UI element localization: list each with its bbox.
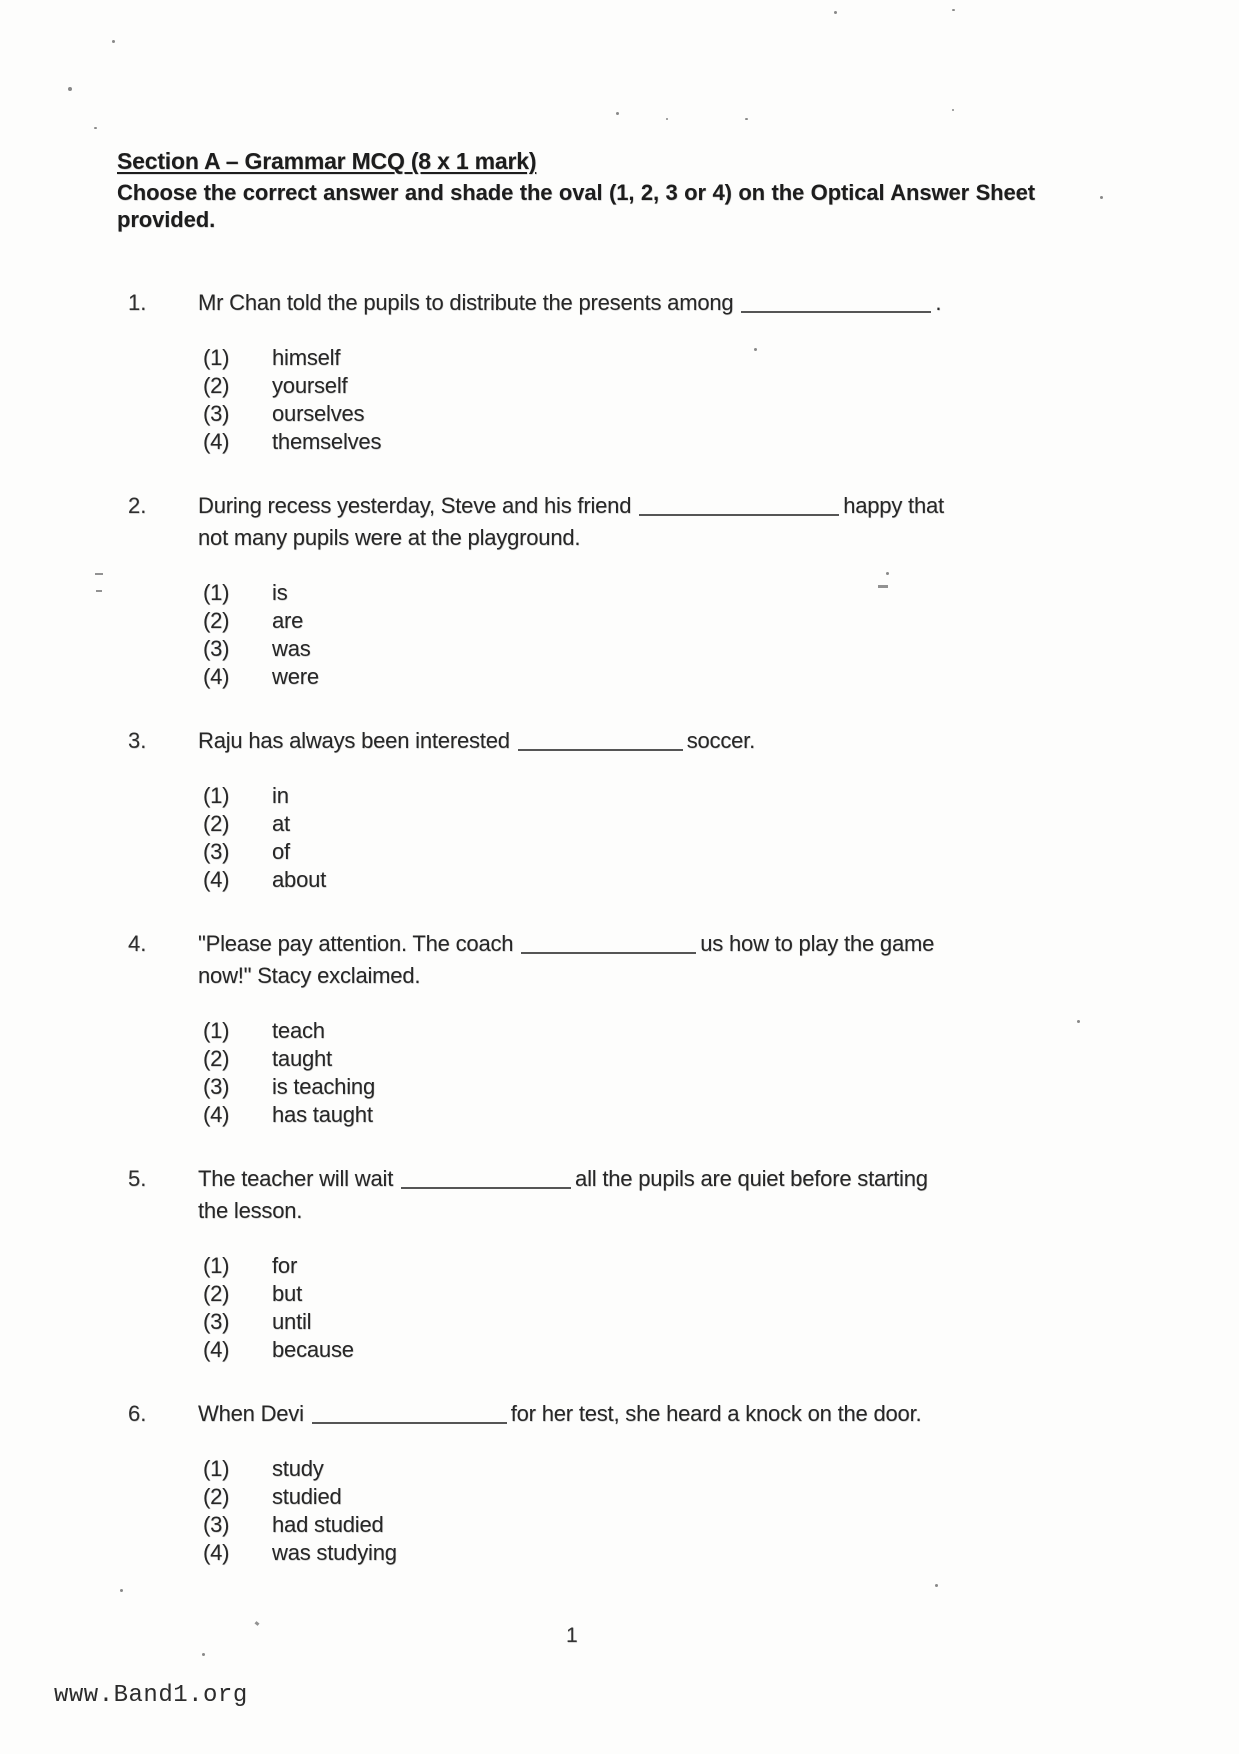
option-row bbox=[203, 1511, 1159, 1539]
section-title: Section A – Grammar MCQ (8 x 1 mark) bbox=[117, 148, 537, 174]
option-label: about bbox=[272, 867, 327, 892]
scan-speckle bbox=[886, 572, 889, 575]
option-row bbox=[203, 1045, 1159, 1073]
question-text-after: us how to play the game bbox=[700, 931, 935, 956]
option-number: (3) bbox=[203, 636, 230, 661]
option-label: in bbox=[272, 783, 289, 808]
option-row bbox=[203, 1101, 1159, 1129]
option-number: (1) bbox=[203, 1253, 230, 1278]
scan-artifact bbox=[878, 585, 888, 588]
options-list bbox=[203, 782, 1159, 894]
question-number: 6. bbox=[128, 1401, 147, 1426]
option-number: (4) bbox=[203, 1102, 230, 1127]
question-text-after: for her test, she heard a knock on the door. bbox=[510, 1401, 922, 1426]
option-number: (4) bbox=[203, 664, 230, 689]
question-number: 2. bbox=[128, 493, 147, 518]
scan-speckle bbox=[1100, 196, 1103, 199]
option-label: is teaching bbox=[272, 1074, 375, 1099]
scan-speckle bbox=[952, 9, 955, 11]
option-label: studied bbox=[272, 1484, 342, 1509]
scan-speckle bbox=[616, 112, 619, 115]
option-row bbox=[203, 1539, 1159, 1567]
question-text-line2: now!" Stacy exclaimed. bbox=[198, 963, 421, 988]
option-label: of bbox=[272, 839, 290, 864]
option-label: at bbox=[272, 811, 290, 836]
option-label: ourselves bbox=[272, 401, 365, 426]
option-row bbox=[203, 1252, 1159, 1280]
option-label: was bbox=[272, 636, 311, 661]
option-row bbox=[203, 607, 1159, 635]
option-label: study bbox=[272, 1456, 324, 1481]
option-label: but bbox=[272, 1281, 302, 1306]
question-number: 4. bbox=[128, 931, 147, 956]
option-label: until bbox=[272, 1309, 312, 1334]
scan-speckle bbox=[745, 118, 748, 120]
options-list bbox=[203, 579, 1159, 691]
option-number: (3) bbox=[203, 1309, 230, 1334]
question-number: 1. bbox=[128, 290, 147, 315]
question-text bbox=[198, 287, 1038, 319]
option-number: (3) bbox=[203, 1074, 230, 1099]
option-label: teach bbox=[272, 1018, 325, 1043]
answer-blank bbox=[401, 1168, 571, 1189]
option-row bbox=[203, 372, 1159, 400]
option-number: (3) bbox=[203, 839, 230, 864]
option-label: had studied bbox=[272, 1512, 384, 1537]
question-text-after: all the pupils are quiet before starting bbox=[575, 1166, 928, 1191]
question-text-before: During recess yesterday, Steve and his friend bbox=[198, 493, 632, 518]
options-list bbox=[203, 1017, 1159, 1129]
option-label: were bbox=[272, 664, 319, 689]
option-row bbox=[203, 1455, 1159, 1483]
answer-blank bbox=[312, 1403, 507, 1424]
option-number: (1) bbox=[203, 1018, 230, 1043]
scan-speckle bbox=[935, 1584, 938, 1587]
page-number: 1 bbox=[566, 1624, 578, 1647]
question-text-line2: not many pupils were at the playground. bbox=[198, 525, 581, 550]
option-label: has taught bbox=[272, 1102, 373, 1127]
scan-artifact bbox=[95, 573, 103, 575]
question-text-before: When Devi bbox=[198, 1401, 304, 1426]
option-row bbox=[203, 400, 1159, 428]
option-number: (4) bbox=[203, 429, 230, 454]
option-number: (1) bbox=[203, 783, 230, 808]
question-text-before: Mr Chan told the pupils to distribute the presents among bbox=[198, 290, 734, 315]
watermark-url: www.Band1.org bbox=[54, 1682, 248, 1709]
question-text bbox=[198, 725, 1038, 757]
question-block-6 bbox=[128, 1398, 1159, 1567]
option-number: (2) bbox=[203, 373, 230, 398]
answer-blank bbox=[639, 495, 839, 516]
question-text-before: "Please pay attention. The coach bbox=[198, 931, 514, 956]
option-row bbox=[203, 1280, 1159, 1308]
question-text-after: . bbox=[935, 290, 942, 315]
option-row bbox=[203, 838, 1159, 866]
option-label: taught bbox=[272, 1046, 332, 1071]
option-label: because bbox=[272, 1337, 354, 1362]
question-number: 5. bbox=[128, 1166, 147, 1191]
question-block-4 bbox=[128, 928, 1159, 1129]
option-number: (2) bbox=[203, 1484, 230, 1509]
answer-blank bbox=[741, 292, 931, 313]
question-text-before: Raju has always been interested bbox=[198, 728, 510, 753]
option-number: (1) bbox=[203, 580, 230, 605]
question-text bbox=[198, 1163, 1038, 1227]
option-row bbox=[203, 635, 1159, 663]
question-text-before: The teacher will wait bbox=[198, 1166, 394, 1191]
options-list bbox=[203, 1252, 1159, 1364]
option-row bbox=[203, 810, 1159, 838]
question-text bbox=[198, 928, 1038, 992]
scan-speckle bbox=[666, 118, 668, 120]
question-number: 3. bbox=[128, 728, 147, 753]
question-text bbox=[198, 1398, 1038, 1430]
option-number: (2) bbox=[203, 1046, 230, 1071]
option-number: (4) bbox=[203, 1337, 230, 1362]
option-row bbox=[203, 866, 1159, 894]
option-label: for bbox=[272, 1253, 298, 1278]
option-row bbox=[203, 428, 1159, 456]
scan-speckle bbox=[952, 109, 954, 111]
option-number: (1) bbox=[203, 1456, 230, 1481]
question-block-5 bbox=[128, 1163, 1159, 1364]
option-number: (1) bbox=[203, 345, 230, 370]
scan-speckle bbox=[120, 1589, 123, 1592]
option-label: was studying bbox=[272, 1540, 397, 1565]
option-row bbox=[203, 663, 1159, 691]
option-label: himself bbox=[272, 345, 341, 370]
option-row bbox=[203, 1336, 1159, 1364]
scan-speckle bbox=[68, 87, 72, 91]
question-text bbox=[198, 490, 1038, 554]
question-block-3 bbox=[128, 725, 1159, 894]
question-text-after: happy that bbox=[843, 493, 944, 518]
option-row bbox=[203, 1017, 1159, 1045]
question-block-1 bbox=[128, 287, 1159, 456]
option-number: (2) bbox=[203, 1281, 230, 1306]
option-number: (4) bbox=[203, 1540, 230, 1565]
option-number: (2) bbox=[203, 608, 230, 633]
option-row bbox=[203, 782, 1159, 810]
option-row bbox=[203, 1073, 1159, 1101]
question-text-after: soccer. bbox=[686, 728, 755, 753]
option-label: themselves bbox=[272, 429, 382, 454]
scan-artifact bbox=[96, 590, 102, 592]
option-row bbox=[203, 344, 1159, 372]
answer-blank bbox=[521, 933, 696, 954]
scan-speckle bbox=[94, 127, 97, 129]
option-label: are bbox=[272, 608, 304, 633]
options-list bbox=[203, 1455, 1159, 1567]
question-block-2 bbox=[128, 490, 1159, 691]
option-number: (3) bbox=[203, 401, 230, 426]
option-number: (4) bbox=[203, 867, 230, 892]
scan-speckle bbox=[754, 348, 757, 351]
options-list bbox=[203, 344, 1159, 456]
option-number: (2) bbox=[203, 811, 230, 836]
option-row bbox=[203, 1483, 1159, 1511]
option-number: (3) bbox=[203, 1512, 230, 1537]
scan-speckle bbox=[112, 40, 115, 43]
section-instructions: Choose the correct answer and shade the oval (1, 2, 3 or 4) on the Optical Answer Sheet provided. bbox=[117, 180, 1035, 232]
scan-speckle bbox=[202, 1653, 205, 1656]
option-row bbox=[203, 579, 1159, 607]
question-text-line2: the lesson. bbox=[198, 1198, 303, 1223]
answer-blank bbox=[518, 730, 683, 751]
scan-speckle bbox=[1077, 1020, 1080, 1023]
option-row bbox=[203, 1308, 1159, 1336]
option-label: is bbox=[272, 580, 288, 605]
option-label: yourself bbox=[272, 373, 348, 398]
scan-speckle bbox=[834, 11, 837, 14]
